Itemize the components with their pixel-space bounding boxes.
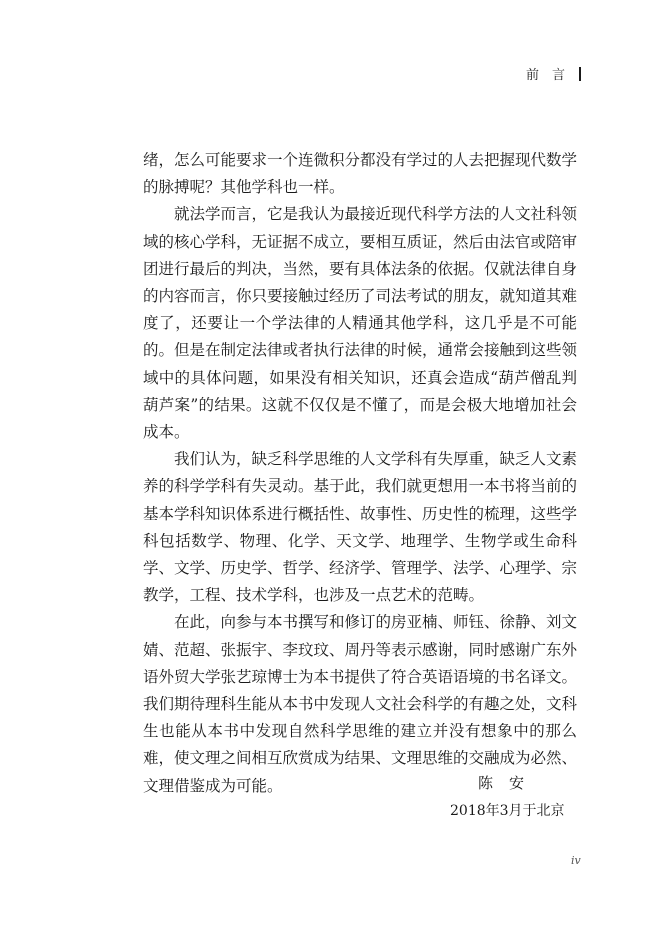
header-rule xyxy=(579,67,581,81)
author-signature: 陈安 xyxy=(478,774,541,792)
page-number: iv xyxy=(571,854,581,867)
paragraph-continuation: 绪，怎么可能要求一个连微积分都没有学过的人去把握现代数学的脉搏呢？其他学科也一样。 xyxy=(143,151,578,197)
signature-date: 2018年3月于北京 xyxy=(450,803,565,819)
paragraph-thanks: 在此，向参与本书撰写和修订的房亚楠、师钰、徐静、刘文婧、范超、张振宇、李玟玟、周丹等表示感谢，同时感谢广东外语外贸大学张艺琼博士为本书提供了符合英语语境的书名译文。我们期待理科生能从本书中发现人文社会科学的有趣之处，文科生也能从本书中发现自然科学思维的建立并没有想象中的那么难，使文理之间相互欣赏成为结果、文理思维的交融成为必然、文理借鉴成为可能。 xyxy=(143,613,578,795)
running-header xyxy=(526,64,581,83)
paragraph-belief: 我们认为，缺乏科学思维的人文学科有失厚重，缺乏人文素养的科学学科有失灵动。基于此，我们就更想用一本书将当前的基本学科知识体系进行概括性、故事性、历史性的梳理，这些学科包括数学、物理、化学、天文学、地理学、生物学或生命科学、文学、历史学、哲学、经济学、管理学、法学、心理学、宗教学，工程、技术学科，也涉及一点艺术的范畴。 xyxy=(143,450,578,605)
preface-body xyxy=(143,147,577,800)
paragraph-law: 就法学而言，它是我认为最接近现代科学方法的人文社科领域的核心学科，无证据不成立，要相互质证，然后由法官或陪审团进行最后的判决，当然，要有具体法条的依据。仅就法律自身的内容而言，你只要接触过经历了司法考试的朋友，就知道其难度了，还要让一个学法律的人精通其他学科，这几乎是不可能的。但是在制定法律或者执行法律的时候，通常会接触到这些领域中的具体问题，如果没有相关知识，还真会造成“葫芦僧乱判葫芦案”的结果。这就不仅仅是不懂了，而是会极大地增加社会成本。 xyxy=(143,205,578,442)
header-title: 前 言 xyxy=(525,68,565,83)
